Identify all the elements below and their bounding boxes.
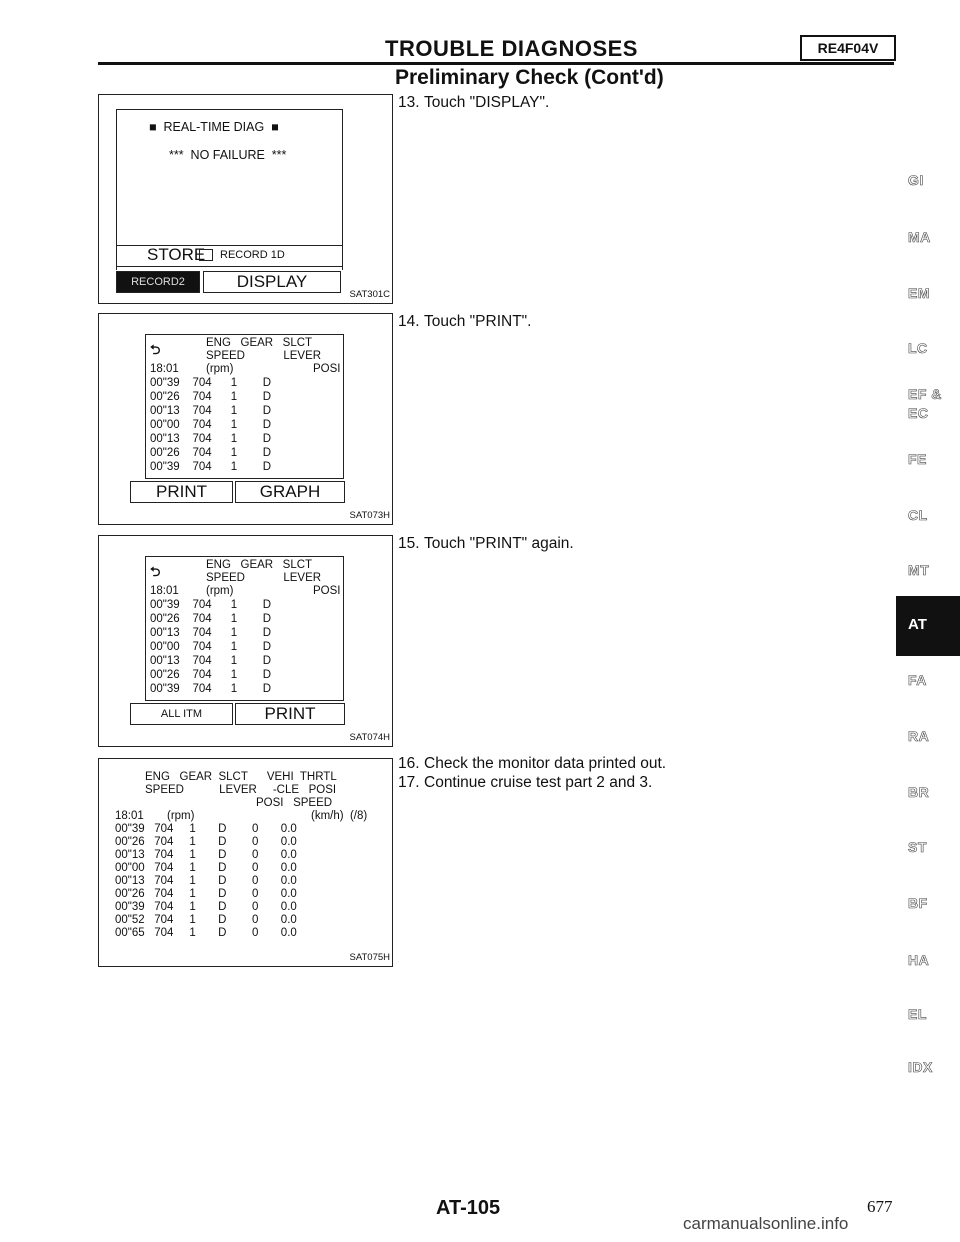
unit-label: (rpm) [206,363,234,375]
time-label: 18:01 [115,810,144,822]
side-index-st[interactable]: ST [908,839,927,855]
monitor-screen [145,334,344,479]
unit-label-2: (km/h) (/8) [311,810,368,822]
unit-label: (rpm) [167,810,195,822]
table-row: 00"26 704 1 D [150,391,272,403]
graph-button[interactable]: GRAPH [235,481,345,503]
step-15: 15. Touch "PRINT" again. [398,535,574,552]
step-16: 16. Check the monitor data printed out. [398,755,667,772]
col-header-1: ENG GEAR SLCT [206,337,313,349]
side-index-ra[interactable]: RA [908,728,930,744]
side-index-bf[interactable]: BF [908,895,928,911]
back-arrow-icon[interactable]: ⮌ [150,342,161,357]
table-row: 00"13 704 1 D [150,655,272,667]
table-row: 00"39 704 1 D 0 0.0 [115,901,297,913]
side-index-el[interactable]: EL [908,1006,927,1022]
col-header-2: SPEED LEVER [206,350,322,362]
store-row [116,245,343,267]
posi-label: POSI [313,363,341,375]
page-subtitle: Preliminary Check (Cont'd) [395,66,664,89]
table-row: 00"52 704 1 D 0 0.0 [115,914,297,926]
time-label: 18:01 [150,363,179,375]
col-header-1: ENG GEAR SLCT [206,559,313,571]
figure-data-monitor-print-graph [98,313,393,525]
side-index-lc[interactable]: LC [908,340,928,356]
step-13: 13. Touch "DISPLAY". [398,94,550,111]
table-row: 00"26 704 1 D 0 0.0 [115,888,297,900]
display-button[interactable]: DISPLAY [203,271,341,293]
side-index-ma[interactable]: MA [908,229,931,245]
realtime-diag-label: ■ REAL-TIME DIAG ■ [149,120,279,134]
unit-label: (rpm) [206,585,234,597]
side-index-fe[interactable]: FE [908,451,927,467]
side-index-at-active[interactable]: AT [896,596,960,656]
table-row: 00"26 704 1 D [150,613,272,625]
print-button[interactable]: PRINT [235,703,345,725]
table-row: 00"13 704 1 D [150,405,272,417]
side-index-em[interactable]: EM [908,285,930,301]
col-header-2: SPEED LEVER -CLE POSI [145,784,337,796]
col-header-2: SPEED LEVER [206,572,322,584]
print-button[interactable]: PRINT [130,481,233,503]
all-itm-button[interactable]: ALL ITM [130,703,233,725]
back-arrow-icon[interactable]: ⮌ [150,564,161,579]
side-index-ha[interactable]: HA [908,952,930,968]
col-header-1: ENG GEAR SLCT VEHI THRTL [145,771,337,783]
table-row: 00"26 704 1 D [150,447,272,459]
table-row: 00"39 704 1 D [150,683,272,695]
page-number: 677 [867,1197,893,1216]
page-code: AT-105 [436,1197,501,1219]
record-1d-label: RECORD 1D [220,249,285,261]
table-row: 00"00 704 1 D 0 0.0 [115,862,297,874]
table-row: 00"00 704 1 D [150,419,272,431]
monitor-screen [145,556,344,701]
step-17: 17. Continue cruise test part 2 and 3. [398,774,653,791]
table-row: 00"26 704 1 D [150,669,272,681]
table-row: 00"39 704 1 D [150,599,272,611]
figure-code: SAT075H [349,952,390,963]
side-index-gi[interactable]: GI [908,172,924,188]
no-failure-label: *** NO FAILURE *** [169,148,287,162]
side-index-fa[interactable]: FA [908,672,927,688]
watermark: carmanualsonline.info [683,1214,849,1233]
figure-code: SAT074H [349,732,390,743]
table-row: 00"00 704 1 D [150,641,272,653]
record2-button[interactable]: RECORD2 [116,271,200,293]
section-code-badge: RE4F04V [800,35,896,61]
figure-realtime-diag [98,94,393,304]
store-button[interactable]: STORE [147,245,206,264]
table-row: 00"39 704 1 D [150,377,272,389]
figure-code: SAT073H [349,510,390,521]
table-row: 00"26 704 1 D 0 0.0 [115,836,297,848]
time-label: 18:01 [150,585,179,597]
table-row: 00"65 704 1 D 0 0.0 [115,927,297,939]
table-row: 00"39 704 1 D [150,461,272,473]
table-row: 00"13 704 1 D [150,433,272,445]
table-row: 00"13 704 1 D 0 0.0 [115,849,297,861]
posi-label: POSI [313,585,341,597]
step-14: 14. Touch "PRINT". [398,313,532,330]
table-row: 00"13 704 1 D [150,627,272,639]
table-row: 00"39 704 1 D 0 0.0 [115,823,297,835]
page-header-title: TROUBLE DIAGNOSES [385,36,638,61]
table-row: 00"13 704 1 D 0 0.0 [115,875,297,887]
side-index-cl[interactable]: CL [908,507,928,523]
col-header-3: POSI SPEED [256,797,333,809]
side-index-ec[interactable]: EC [908,405,929,421]
side-index-ef[interactable]: EF & [908,386,942,402]
touch-pointer-icon [199,249,213,261]
side-index-mt[interactable]: MT [908,562,930,578]
figure-data-monitor-all-print [98,535,393,747]
figure-printout [98,758,393,967]
header-rule [98,62,894,65]
side-index-idx[interactable]: IDX [908,1059,933,1075]
side-index-br[interactable]: BR [908,784,930,800]
figure-code: SAT301C [349,289,390,300]
